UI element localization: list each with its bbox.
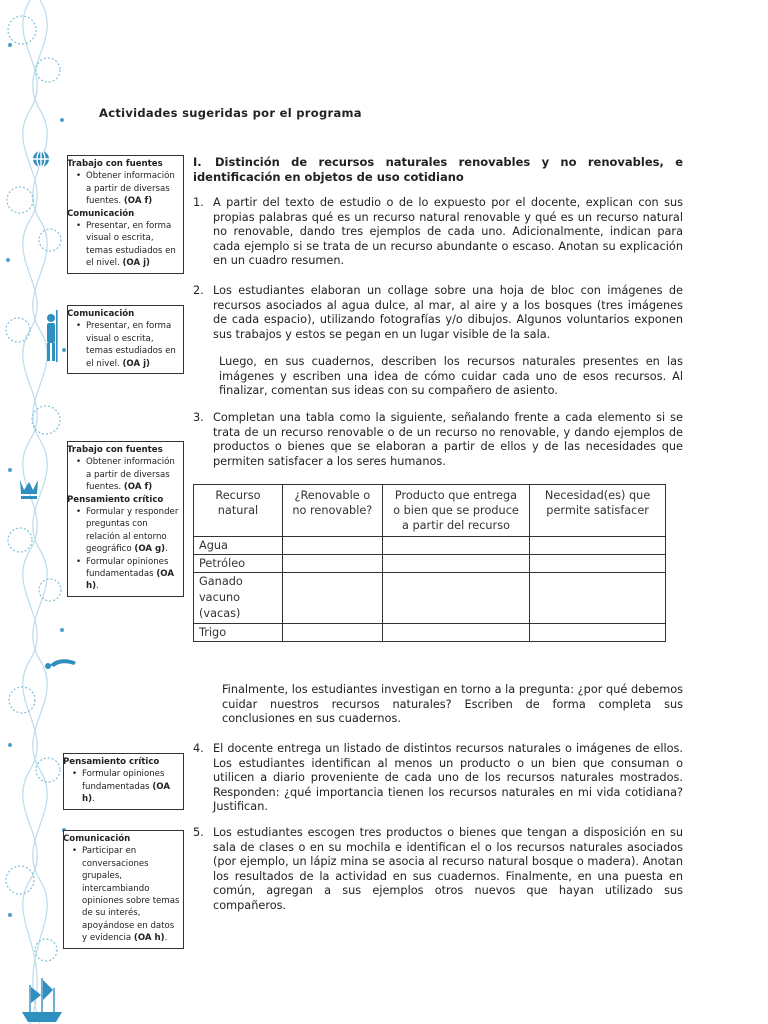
sidebar-box-3 (67, 441, 184, 597)
table-header: ¿Renovable o no renovable? (282, 485, 382, 537)
table-header: Producto que entrega o bien que se produce a partir del recurso (382, 485, 529, 537)
sidebar-item: • Formular y responder preguntas con relación al entorno geográfico (OA g). (76, 506, 180, 556)
item-text: Completan una tabla como la siguiente, señalando frente a cada elemento si se trata de un recurso renovable o de un recurso no renovable, y dando ejemplos de productos o bienes que se elaboran a partir de ellos y de las necesidades que permiten satisfacer a los seres humanos. (213, 411, 683, 468)
table-header: Necesidad(es) que permite satisfacer (530, 485, 666, 537)
sidebar-group-title: Trabajo con fuentes (67, 159, 163, 169)
table-header: Recurso natural (194, 485, 283, 537)
sidebar-item: • Formular opiniones fundamentadas (OA h). (76, 556, 180, 593)
page-heading: Actividades sugeridas por el programa (99, 106, 362, 120)
sidebar-box-5 (63, 830, 184, 949)
globe-icon (33, 151, 49, 167)
table-header-row (194, 485, 666, 537)
sidebar-group-title: Comunicación (63, 834, 131, 844)
table-row (194, 537, 666, 555)
item-text: Los estudiantes elaboran un collage sobre una hoja de bloc con imágenes de recursos asociados al agua dulce, al mar, al aire y a los bosques (tres imágenes de cada espacio), utilizando fotografías y/o dibujos. Algunos voluntarios exponen sus trabajos y estos se pegan en un lugar visible de la sala. (213, 284, 683, 341)
item-3-followup: Finalmente, los estudiantes investigan en torno a la pregunta: ¿por qué debemos cuidar nuestros recursos naturales? Escriben de forma completa sus conclusiones en sus cuadernos. (222, 683, 683, 726)
sidebar-item: • Obtener información a partir de diversas fuentes. (OA f) (76, 456, 180, 493)
item-number: 2. (193, 284, 204, 297)
sidebar-group-title: Pensamiento crítico (67, 494, 164, 505)
table-row (194, 573, 666, 624)
sidebar-item: • Presentar, en forma visual o escrita, temas estudiados en el nivel. (OA j) (76, 220, 180, 270)
item-number: 4. (193, 742, 204, 755)
item-text: A partir del texto de estudio o de lo expuesto por el docente, explican con sus propias palabras qué es un recurso natural renovable y qué es un recurso natural no renovable, dando tres ejemplos de cada uno. Adicionalmente, indican para cada ejemplo si se trata de un recurso abundante o escaso. Anotan su explicación en un cuadro resumen. (213, 196, 683, 268)
sidebar-item: • Presentar, en forma visual o escrita, temas estudiados en el nivel. (OA j) (76, 320, 180, 370)
activity-item-2 (193, 284, 683, 342)
activity-item-5 (193, 826, 683, 914)
item-2-followup: Luego, en sus cuadernos, describen los recursos naturales presentes en las imágenes y escriben una idea de cómo cuidar cada uno de esos recursos. Al finalizar, comentan sus ideas con su compañero de asiento. (219, 355, 683, 398)
sidebar-group-title: Comunicación (67, 208, 135, 219)
item-text: El docente entrega un listado de distintos recursos naturales o imágenes de ellos. Los estudiantes identifican al menos un producto o un bien que consuman o utilicen a diario proveniente de cada uno de los recursos naturales mostrados. Responden: ¿qué importancia tienen los recursos naturales en mi vida cotidiana? Justifican. (213, 742, 683, 814)
item-number: 5. (193, 826, 204, 839)
explorer-figure-icon (47, 310, 58, 362)
section-title (193, 155, 683, 185)
table-row (194, 555, 666, 573)
sidebar-item: • Participar en conversaciones grupales, intercambiando opiniones sobre temas de su interés, apoyándose en datos y evidencia (OA h). (72, 845, 180, 944)
sidebar-group-title: Comunicación (67, 309, 135, 319)
table-cell: Ganado vacuno (vacas) (194, 573, 283, 624)
sidebar-group-title: Pensamiento crítico (63, 757, 160, 767)
sidebar-item: • Formular opiniones fundamentadas (OA h). (72, 768, 180, 805)
item-text: Los estudiantes escogen tres productos o bienes que tengan a disposición en su sala de clases o en su mochila e identifican el o los recursos naturales asociados (por ejemplo, un lápiz mina se asocia al recurso natural bosque o madera). Anotan los resultados de la actividad en sus cuadernos. Finalmente, en una puesta en común, agregan a sus ejemplos otros nuevos que hayan utilizado sus compañeros. (213, 826, 683, 912)
crown-icon (20, 480, 38, 499)
table-row (194, 624, 666, 642)
resources-table (193, 484, 666, 642)
activity-item-1 (193, 196, 683, 269)
activity-item-4 (193, 742, 683, 815)
table-cell: Agua (194, 537, 283, 555)
section-number: I. (193, 155, 202, 169)
ship-icon (22, 978, 62, 1022)
table-cell: Petróleo (194, 555, 283, 573)
sidebar-box-2 (67, 305, 184, 374)
item-number: 1. (193, 196, 204, 209)
activity-item-3 (193, 411, 683, 469)
sidebar-group-title: Trabajo con fuentes (67, 445, 163, 455)
sidebar-item: • Obtener información a partir de diversas fuentes. (OA f) (76, 170, 180, 207)
table-cell: Trigo (194, 624, 283, 642)
item-number: 3. (193, 411, 204, 424)
swimmer-icon (45, 659, 76, 669)
section-title-text: Distinción de recursos naturales renovables y no renovables, e identificación en objetos de uso cotidiano (193, 155, 683, 184)
sidebar-box-4 (63, 753, 184, 810)
sidebar-box-1 (67, 155, 184, 274)
